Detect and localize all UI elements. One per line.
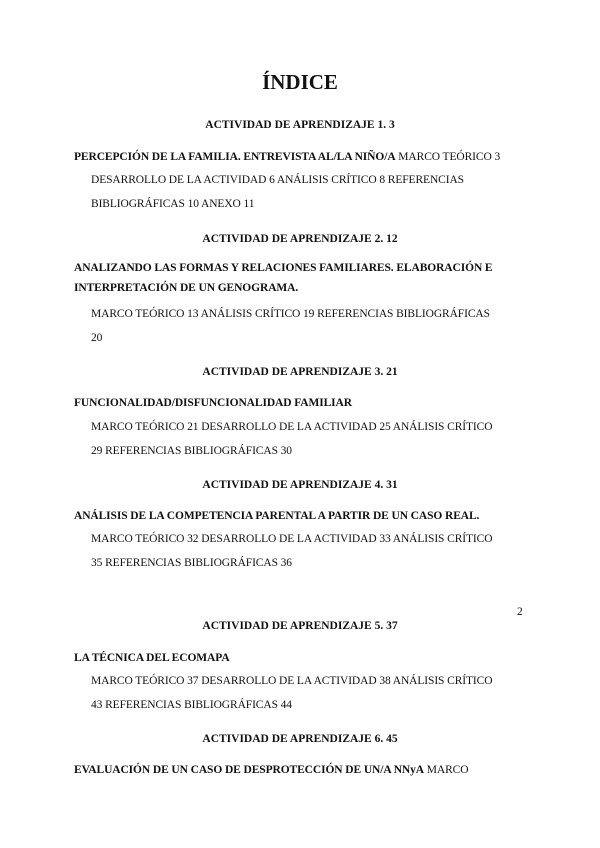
section-1-entry-marco: MARCO TEÓRICO 3 xyxy=(395,151,501,163)
section-5-entries-line-2: 43 REFERENCIAS BIBLIOGRÁFICAS 44 xyxy=(91,699,292,711)
section-5-heading: ACTIVIDAD DE APRENDIZAJE 5. 37 xyxy=(202,620,398,632)
section-4-title: ANÁLISIS DE LA COMPETENCIA PARENTAL A PARTIR DE UN CASO REAL. xyxy=(74,510,480,522)
page-number: 2 xyxy=(517,606,523,618)
section-2-entries-line-2: 20 xyxy=(91,332,103,344)
section-6-heading: ACTIVIDAD DE APRENDIZAJE 6. 45 xyxy=(202,733,398,745)
section-3-entries-line-2: 29 REFERENCIAS BIBLIOGRÁFICAS 30 xyxy=(91,445,292,457)
section-2-heading: ACTIVIDAD DE APRENDIZAJE 2. 12 xyxy=(202,233,398,245)
section-4-heading: ACTIVIDAD DE APRENDIZAJE 4. 31 xyxy=(202,479,398,491)
section-1-title: PERCEPCIÓN DE LA FAMILIA. ENTREVISTA AL/LA NIÑO/A xyxy=(74,151,396,163)
section-2-title-line-1: ANALIZANDO LAS FORMAS Y RELACIONES FAMILIARES. ELABORACIÓN E xyxy=(74,262,493,274)
section-5-entries-line-1: MARCO TEÓRICO 37 DESARROLLO DE LA ACTIVIDAD 38 ANÁLISIS CRÍTICO xyxy=(91,675,493,687)
page-title: ÍNDICE xyxy=(262,70,338,94)
section-2-title-line-2: INTERPRETACIÓN DE UN GENOGRAMA. xyxy=(74,282,299,294)
section-6-title-line xyxy=(74,764,468,776)
section-2-entries-line-1: MARCO TEÓRICO 13 ANÁLISIS CRÍTICO 19 REFERENCIAS BIBLIOGRÁFICAS xyxy=(91,308,490,320)
section-4-entries-line-2: 35 REFERENCIAS BIBLIOGRÁFICAS 36 xyxy=(91,557,292,569)
section-4-entries-line-1: MARCO TEÓRICO 32 DESARROLLO DE LA ACTIVIDAD 33 ANÁLISIS CRÍTICO xyxy=(91,533,493,545)
section-3-heading: ACTIVIDAD DE APRENDIZAJE 3. 21 xyxy=(202,366,398,378)
section-1-entries-line-2: BIBLIOGRÁFICAS 10 ANEXO 11 xyxy=(91,198,255,210)
section-6-title: EVALUACIÓN DE UN CASO DE DESPROTECCIÓN DE UN/A NNyA xyxy=(74,764,424,776)
section-3-title: FUNCIONALIDAD/DISFUNCIONALIDAD FAMILIAR xyxy=(74,397,352,409)
section-6-entry-marco: MARCO xyxy=(423,764,469,776)
section-1-entries-line-1: DESARROLLO DE LA ACTIVIDAD 6 ANÁLISIS CRÍTICO 8 REFERENCIAS xyxy=(91,174,464,186)
section-1-title-line xyxy=(74,151,500,163)
section-5-title: LA TÉCNICA DEL ECOMAPA xyxy=(74,652,230,664)
section-3-entries-line-1: MARCO TEÓRICO 21 DESARROLLO DE LA ACTIVIDAD 25 ANÁLISIS CRÍTICO xyxy=(91,421,493,433)
section-1-heading: ACTIVIDAD DE APRENDIZAJE 1. 3 xyxy=(205,119,395,131)
